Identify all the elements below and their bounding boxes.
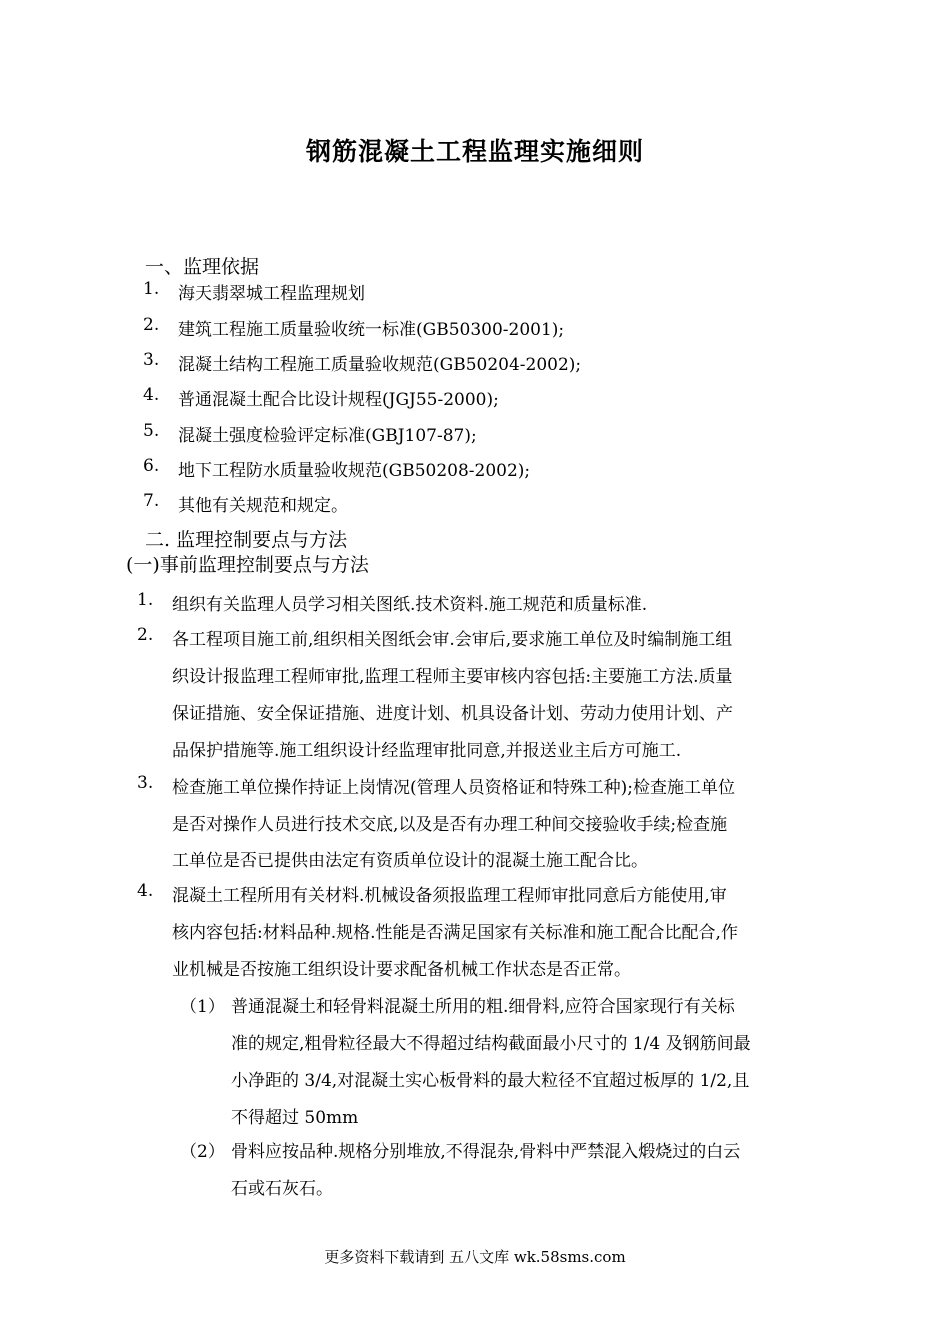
list-item-line: 混凝土工程所用有关材料.机械设备须报监理工程师审批同意后方能使用,审: [172, 886, 727, 906]
section1-heading: 一、监理依据: [145, 256, 260, 278]
sub-item-number: （1）: [180, 997, 225, 1017]
sub-item-line: 石或石灰石。: [231, 1179, 333, 1199]
sub-item-line: 准的规定,粗骨粒径最大不得超过结构截面最小尺寸的 1/4 及钢筋间最: [231, 1034, 751, 1054]
list-item-number: 1.: [143, 279, 160, 299]
sub-item-number: （2）: [180, 1142, 225, 1162]
section2-heading: 二. 监理控制要点与方法: [145, 529, 348, 551]
list-item-text: 建筑工程施工质量验收统一标准(GB50300-2001);: [178, 320, 565, 340]
list-item-number: 1.: [137, 590, 154, 610]
footer-link-text[interactable]: 更多资料下载请到 五八文库 wk.58sms.com: [324, 1248, 626, 1266]
list-item-number: 4.: [143, 385, 160, 405]
list-item-number: 3.: [143, 350, 160, 370]
sub-item-line: 小净距的 3/4,对混凝土实心板骨料的最大粒径不宜超过板厚的 1/2,且: [231, 1071, 750, 1091]
list-item-line: 工单位是否已提供由法定有资质单位设计的混凝土施工配合比。: [172, 851, 648, 871]
section2-subheading: (一)事前监理控制要点与方法: [126, 554, 369, 576]
list-item-line: 保证措施、安全保证措施、进度计划、机具设备计划、劳动力使用计划、产: [172, 704, 733, 724]
list-item-number: 5.: [143, 421, 160, 441]
list-item-line: 核内容包括:材料品种.规格.性能是否满足国家有关标准和施工配合比配合,作: [172, 923, 738, 943]
list-item-line: 织设计报监理工程师审批,监理工程师主要审核内容包括:主要施工方法.质量: [172, 667, 733, 687]
list-item-text: 普通混凝土配合比设计规程(JGJ55-2000);: [178, 390, 499, 410]
list-item-text: 海天翡翠城工程监理规划: [178, 284, 365, 304]
list-item-line: 检查施工单位操作持证上岗情况(管理人员资格证和特殊工种);检查施工单位: [172, 778, 735, 798]
list-item-line: 业机械是否按施工组织设计要求配备机械工作状态是否正常。: [172, 960, 631, 980]
list-item-line: 各工程项目施工前,组织相关图纸会审.会审后,要求施工单位及时编制施工组: [172, 630, 733, 650]
document-title: 钢筋混凝土工程监理实施细则: [305, 137, 644, 166]
list-item-text: 混凝土结构工程施工质量验收规范(GB50204-2002);: [178, 355, 582, 375]
list-item-number: 6.: [143, 456, 160, 476]
list-item-number: 4.: [137, 881, 154, 901]
list-item-number: 3.: [137, 773, 154, 793]
list-item-line: 组织有关监理人员学习相关图纸.技术资料.施工规范和质量标准.: [172, 595, 648, 615]
sub-item-line: 不得超过 50mm: [231, 1108, 359, 1128]
sub-item-line: 骨料应按品种.规格分别堆放,不得混杂,骨料中严禁混入煅烧过的白云: [231, 1142, 741, 1162]
list-item-text: 地下工程防水质量验收规范(GB50208-2002);: [178, 461, 531, 481]
sub-item-line: 普通混凝土和轻骨料混凝土所用的粗.细骨料,应符合国家现行有关标: [231, 997, 735, 1017]
list-item-text: 混凝土强度检验评定标准(GBJ107-87);: [178, 426, 477, 446]
list-item-number: 2.: [143, 315, 160, 335]
list-item-number: 2.: [137, 625, 154, 645]
list-item-line: 是否对操作人员进行技术交底,以及是否有办理工种间交接验收手续;检查施: [172, 815, 728, 835]
list-item-number: 7.: [143, 491, 160, 511]
list-item-line: 品保护措施等.施工组织设计经监理审批同意,并报送业主后方可施工.: [172, 741, 682, 761]
list-item-text: 其他有关规范和规定。: [178, 496, 348, 516]
